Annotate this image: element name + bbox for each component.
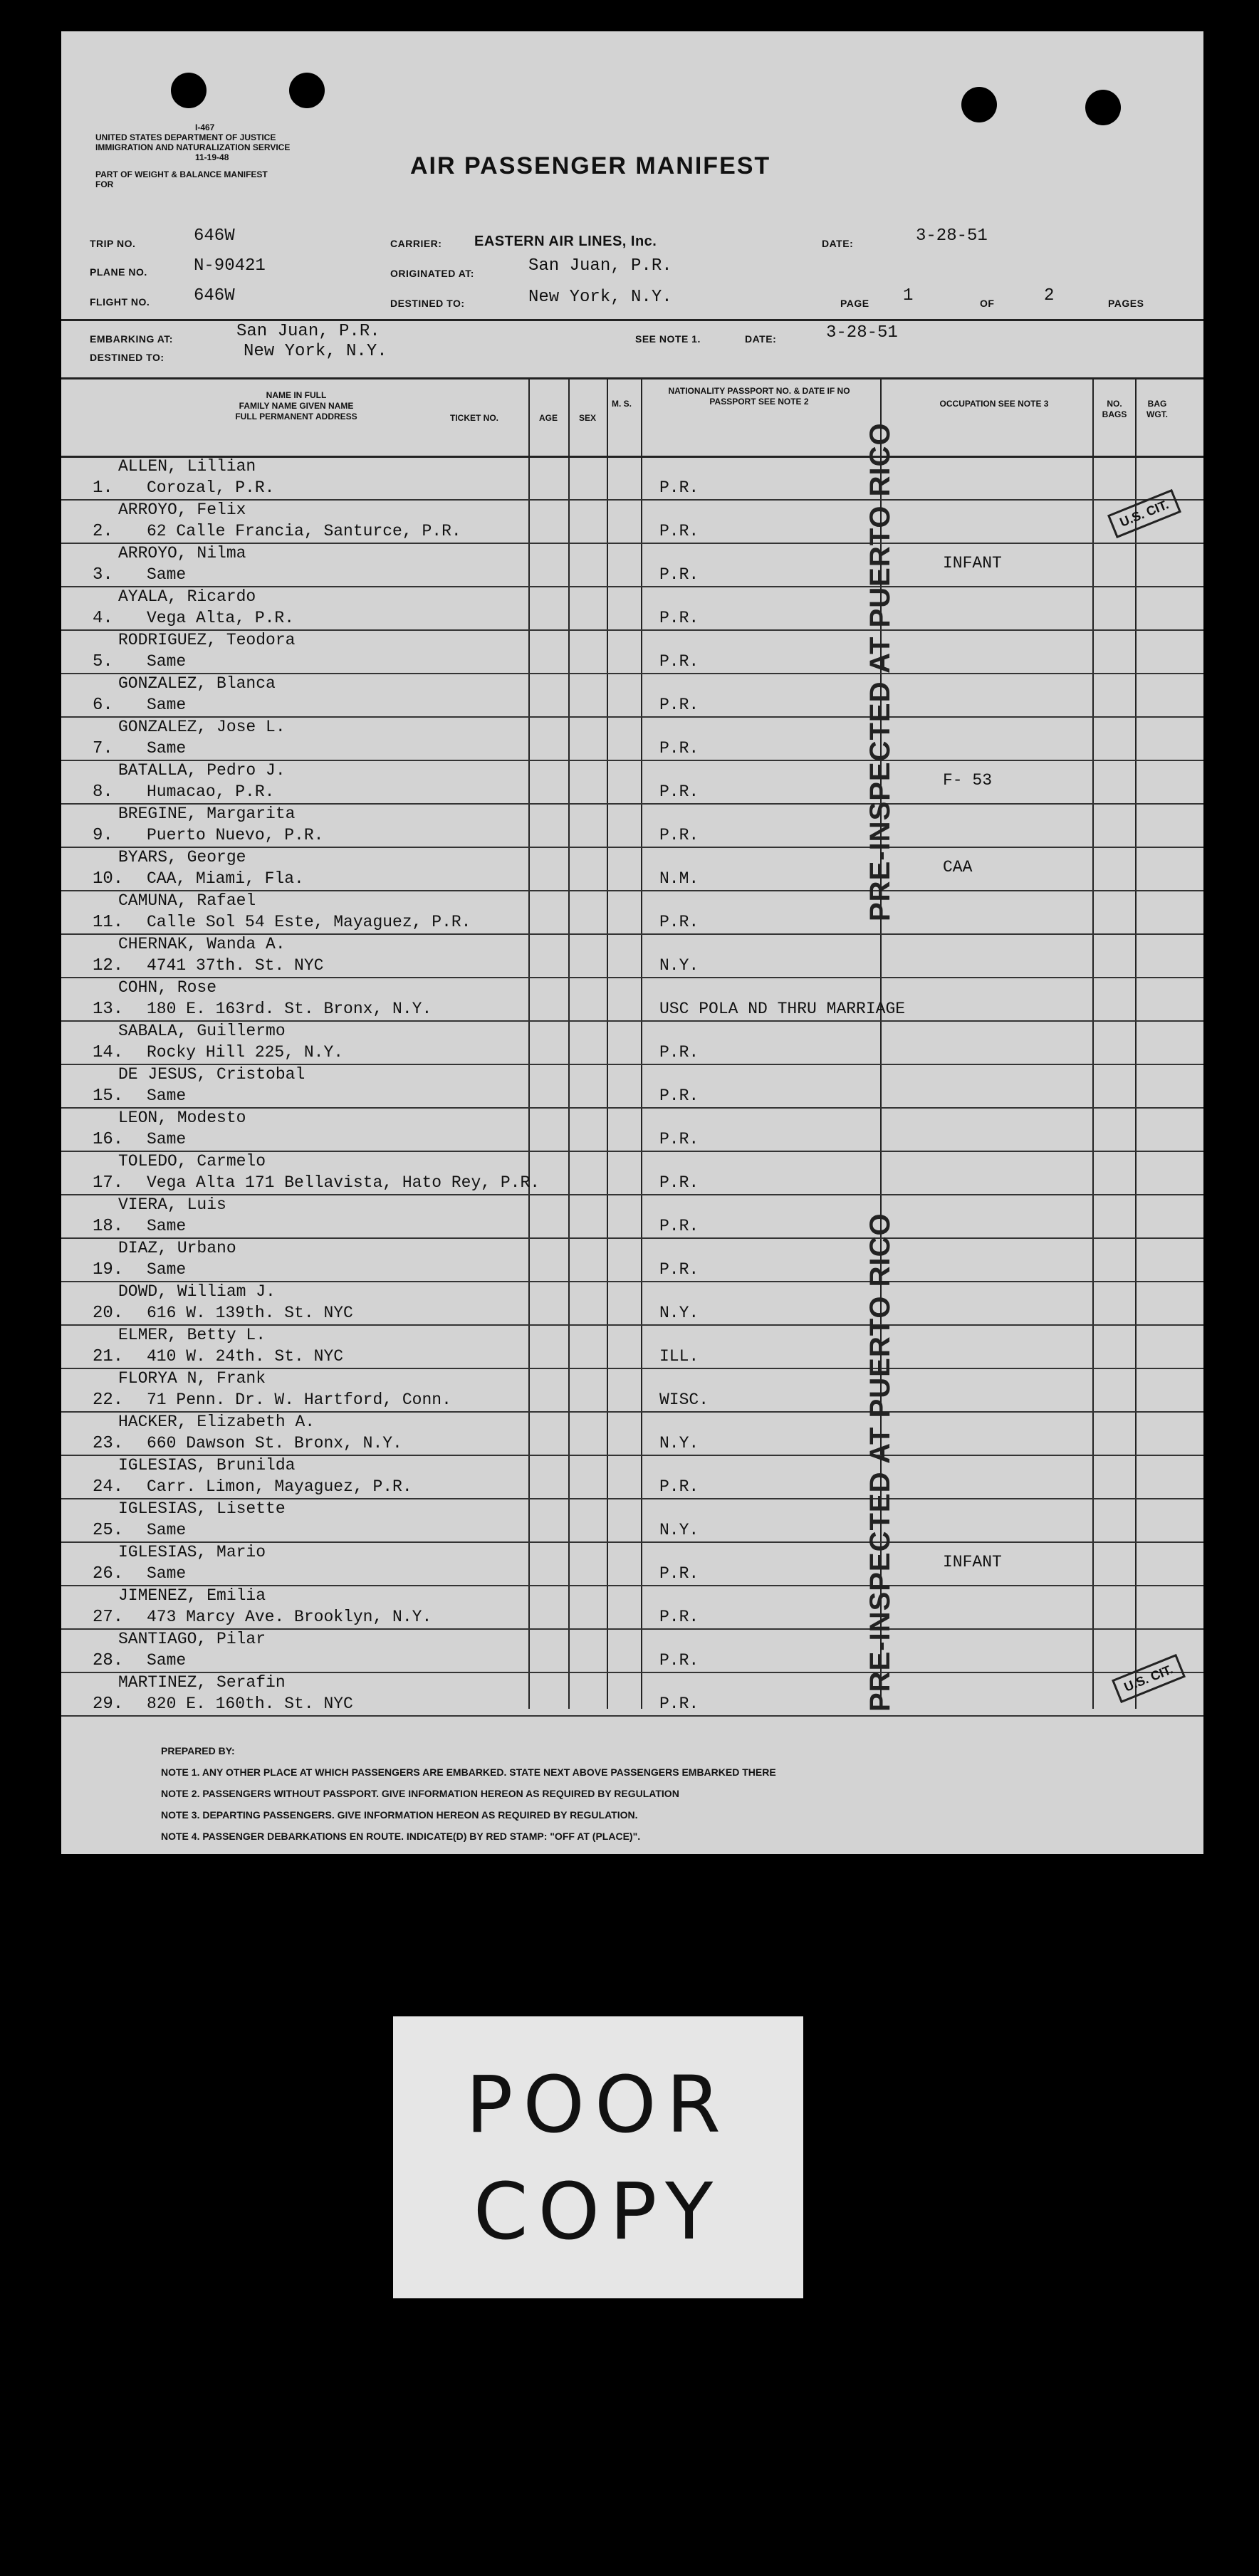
passenger-name: ARROYO, Felix — [118, 501, 246, 519]
table-row — [61, 1152, 1203, 1195]
passenger-name: ARROYO, Nilma — [118, 544, 246, 562]
passenger-name: IGLESIAS, Lisette — [118, 1499, 286, 1518]
passenger-name: GONZALEZ, Blanca — [118, 674, 276, 693]
originated-label: ORIGINATED AT: — [390, 268, 474, 279]
passenger-number: 24. — [93, 1477, 124, 1497]
service: IMMIGRATION AND NATURALIZATION SERVICE — [95, 142, 291, 152]
passenger-number: 13. — [93, 1000, 124, 1019]
passenger-name: MARTINEZ, Serafin — [118, 1673, 286, 1692]
passenger-number: 7. — [93, 739, 113, 758]
passenger-number: 1. — [93, 478, 113, 498]
punch-hole — [171, 73, 207, 108]
passenger-nationality: P.R. — [659, 565, 699, 584]
table-row — [61, 978, 1203, 1022]
table-row — [61, 1022, 1203, 1065]
passenger-number: 27. — [93, 1608, 124, 1627]
table-row — [61, 587, 1203, 631]
col-name: NAME IN FULL — [266, 390, 327, 400]
passenger-occupation: CAA — [943, 858, 973, 876]
table-row — [61, 1195, 1203, 1239]
footer-notes — [161, 1740, 776, 1847]
passenger-occupation: INFANT — [943, 1553, 1002, 1571]
passenger-address: Same — [147, 696, 187, 714]
passenger-number: 17. — [93, 1173, 124, 1193]
part-of-manifest: PART OF WEIGHT & BALANCE MANIFEST FOR — [95, 169, 268, 189]
passenger-number: 23. — [93, 1434, 124, 1453]
passenger-address: Same — [147, 1260, 187, 1279]
col-occupation: OCCUPATION SEE NOTE 3 — [939, 399, 1049, 409]
passenger-address: Same — [147, 652, 187, 671]
preinspected-stamp: PRE-INSPECTED AT PUERTO RICO — [864, 422, 896, 921]
col-address: FULL PERMANENT ADDRESS — [235, 412, 357, 422]
table-row — [61, 674, 1203, 718]
carrier: EASTERN AIR LINES, Inc. — [474, 234, 657, 249]
passenger-number: 20. — [93, 1304, 124, 1323]
passenger-nationality: P.R. — [659, 1043, 699, 1062]
passenger-nationality: N.Y. — [659, 1304, 699, 1322]
passenger-address: Puerto Nuevo, P.R. — [147, 826, 324, 844]
passenger-address: Vega Alta, P.R. — [147, 609, 295, 627]
passenger-number: 29. — [93, 1695, 124, 1714]
passenger-number: 2. — [93, 522, 113, 541]
divider — [61, 319, 1203, 321]
page-label: PAGE — [840, 298, 869, 309]
passenger-nationality: P.R. — [659, 522, 699, 540]
passenger-number: 10. — [93, 869, 124, 889]
passenger-nationality: USC POLA ND THRU MARRIAGE — [659, 1000, 906, 1018]
passenger-name: SABALA, Guillermo — [118, 1022, 286, 1040]
passenger-address: 62 Calle Francia, Santurce, P.R. — [147, 522, 461, 540]
note-3: NOTE 3. DEPARTING PASSENGERS. GIVE INFORMATION HEREON AS REQUIRED BY REGULATION. — [161, 1809, 638, 1821]
passenger-name: TOLEDO, Carmelo — [118, 1152, 266, 1171]
passenger-number: 22. — [93, 1391, 124, 1410]
passenger-name: ELMER, Betty L. — [118, 1326, 266, 1344]
page-number: 1 — [903, 286, 914, 305]
passenger-number: 5. — [93, 652, 113, 671]
passenger-nationality: P.R. — [659, 826, 699, 844]
passenger-address: Humacao, P.R. — [147, 782, 275, 801]
embark-destined: New York, N.Y. — [244, 342, 387, 361]
form-identification — [95, 122, 395, 189]
passenger-table — [61, 377, 1203, 1714]
destined-label: DESTINED TO: — [390, 298, 465, 309]
table-row — [61, 935, 1203, 978]
form-date: 11-19-48 — [195, 152, 229, 162]
table-row — [61, 1065, 1203, 1109]
table-row — [61, 805, 1203, 848]
passenger-name: AYALA, Ricardo — [118, 587, 256, 606]
passenger-nationality: P.R. — [659, 1260, 699, 1279]
embark-date-label: DATE: — [745, 333, 777, 345]
passenger-nationality: N.Y. — [659, 1434, 699, 1452]
passenger-name: BREGINE, Margarita — [118, 805, 296, 823]
passenger-address: 180 E. 163rd. St. Bronx, N.Y. — [147, 1000, 432, 1018]
table-row — [61, 501, 1203, 544]
passenger-number: 26. — [93, 1564, 124, 1583]
passenger-address: Rocky Hill 225, N.Y. — [147, 1043, 344, 1062]
col-bag-weight: BAG WGT. — [1146, 399, 1168, 419]
passenger-nationality: WISC. — [659, 1391, 709, 1409]
table-row — [61, 1630, 1203, 1673]
passenger-name: COHN, Rose — [118, 978, 217, 997]
passenger-number: 14. — [93, 1043, 124, 1062]
see-note-1: SEE NOTE 1. — [635, 333, 701, 345]
table-row — [61, 544, 1203, 587]
table-row — [61, 631, 1203, 674]
table-row — [61, 1282, 1203, 1326]
passenger-address: 4741 37th. St. NYC — [147, 956, 324, 975]
passenger-nationality: P.R. — [659, 652, 699, 671]
destined: New York, N.Y. — [528, 288, 672, 307]
passenger-number: 28. — [93, 1651, 124, 1670]
passenger-nationality: P.R. — [659, 1564, 699, 1583]
passenger-name: SANTIAGO, Pilar — [118, 1630, 266, 1648]
passenger-nationality: N.M. — [659, 869, 699, 888]
passenger-name: CAMUNA, Rafael — [118, 891, 256, 910]
passenger-name: HACKER, Elizabeth A. — [118, 1413, 315, 1431]
table-row — [61, 891, 1203, 935]
prepared-by: PREPARED BY: — [161, 1745, 235, 1756]
plane-no-label: PLANE NO. — [90, 266, 147, 278]
passenger-address: Same — [147, 1217, 187, 1235]
table-row — [61, 1413, 1203, 1456]
passenger-nationality: N.Y. — [659, 1521, 699, 1539]
passenger-number: 3. — [93, 565, 113, 585]
passenger-number: 18. — [93, 1217, 124, 1236]
passenger-address: 660 Dawson St. Bronx, N.Y. — [147, 1434, 402, 1452]
passenger-nationality: P.R. — [659, 782, 699, 801]
table-row — [61, 1109, 1203, 1152]
table-row — [61, 1326, 1203, 1369]
passenger-nationality: P.R. — [659, 1087, 699, 1105]
passenger-nationality: P.R. — [659, 1130, 699, 1148]
passenger-name: GONZALEZ, Jose L. — [118, 718, 286, 736]
passenger-name: DIAZ, Urbano — [118, 1239, 236, 1257]
passenger-number: 19. — [93, 1260, 124, 1279]
passenger-address: Same — [147, 565, 187, 584]
passenger-name: IGLESIAS, Mario — [118, 1543, 266, 1561]
table-row — [61, 848, 1203, 891]
col-ms: M. S. — [611, 399, 632, 409]
flight-no: 646W — [194, 286, 235, 305]
table-row — [61, 1239, 1203, 1282]
passenger-number: 4. — [93, 609, 113, 628]
us-citizen-stamp: U.S. CIT. — [1107, 489, 1181, 538]
table-row — [61, 761, 1203, 805]
passenger-address: Same — [147, 739, 187, 758]
passenger-occupation: F- 53 — [943, 771, 993, 790]
col-family: FAMILY NAME GIVEN NAME — [239, 401, 354, 411]
trip-no: 646W — [194, 226, 235, 246]
table-row — [61, 1456, 1203, 1499]
plane-no: N-90421 — [194, 256, 266, 276]
passenger-nationality: P.R. — [659, 1695, 699, 1713]
note-1: NOTE 1. ANY OTHER PLACE AT WHICH PASSENGERS ARE EMBARKED. STATE NEXT ABOVE PASSENGERS EMBARKED THERE — [161, 1766, 776, 1778]
flight-no-label: FLIGHT NO. — [90, 296, 150, 308]
date: 3-28-51 — [916, 226, 988, 246]
passenger-address: CAA, Miami, Fla. — [147, 869, 304, 888]
date-label: DATE: — [822, 238, 854, 249]
poor-copy-line-1: POOR — [466, 2059, 731, 2150]
passenger-number: 9. — [93, 826, 113, 845]
passenger-address: 616 W. 139th. St. NYC — [147, 1304, 353, 1322]
passenger-address: Corozal, P.R. — [147, 478, 275, 497]
passenger-nationality: P.R. — [659, 739, 699, 758]
punch-hole — [289, 73, 325, 108]
passenger-address: 820 E. 160th. St. NYC — [147, 1695, 353, 1713]
passenger-name: DE JESUS, Cristobal — [118, 1065, 305, 1084]
passenger-nationality: N.Y. — [659, 956, 699, 975]
passenger-address: Calle Sol 54 Este, Mayaguez, P.R. — [147, 913, 471, 931]
trip-no-label: TRIP NO. — [90, 238, 136, 249]
passenger-address: Vega Alta 171 Bellavista, Hato Rey, P.R. — [147, 1173, 540, 1192]
table-row — [61, 1499, 1203, 1543]
punch-hole — [961, 87, 997, 122]
passenger-name: ALLEN, Lillian — [118, 457, 256, 476]
passenger-nationality: P.R. — [659, 1477, 699, 1496]
passenger-name: BYARS, George — [118, 848, 246, 866]
page-title: AIR PASSENGER MANIFEST — [410, 152, 771, 179]
passenger-number: 6. — [93, 696, 113, 715]
department: UNITED STATES DEPARTMENT OF JUSTICE — [95, 132, 276, 142]
passenger-address: 473 Marcy Ave. Brooklyn, N.Y. — [147, 1608, 432, 1626]
passenger-number: 25. — [93, 1521, 124, 1540]
preinspected-stamp: PRE-INSPECTED AT PUERTO RICO — [864, 1213, 896, 1712]
passenger-number: 15. — [93, 1087, 124, 1106]
passenger-address: Same — [147, 1130, 187, 1148]
passenger-number: 8. — [93, 782, 113, 802]
passenger-name: BATALLA, Pedro J. — [118, 761, 286, 780]
passenger-name: RODRIGUEZ, Teodora — [118, 631, 296, 649]
punch-hole — [1085, 90, 1121, 125]
passenger-address: 71 Penn. Dr. W. Hartford, Conn. — [147, 1391, 451, 1409]
table-row — [61, 718, 1203, 761]
passenger-nationality: P.R. — [659, 1217, 699, 1235]
col-bags: NO. BAGS — [1102, 399, 1127, 419]
passenger-nationality: P.R. — [659, 1608, 699, 1626]
passenger-address: Same — [147, 1651, 187, 1670]
passenger-occupation: INFANT — [943, 554, 1002, 572]
passenger-address: Carr. Limon, Mayaguez, P.R. — [147, 1477, 412, 1496]
passenger-nationality: P.R. — [659, 478, 699, 497]
passenger-name: FLORYA N, Frank — [118, 1369, 266, 1388]
page-total: 2 — [1044, 286, 1055, 305]
embark-destined-label: DESTINED TO: — [90, 352, 164, 363]
table-row — [61, 1673, 1203, 1717]
of-label: OF — [980, 298, 995, 309]
form-number: I-467 — [195, 122, 215, 132]
table-top-rule — [61, 377, 1203, 379]
passenger-number: 21. — [93, 1347, 124, 1366]
passenger-address: Same — [147, 1564, 187, 1583]
row-divider — [61, 1715, 1203, 1717]
table-row — [61, 1543, 1203, 1586]
passenger-address: Same — [147, 1521, 187, 1539]
us-citizen-stamp: U.S. CIT. — [1112, 1654, 1186, 1703]
passenger-nationality: ILL. — [659, 1347, 699, 1366]
passenger-address: Same — [147, 1087, 187, 1105]
table-row — [61, 1586, 1203, 1630]
passenger-nationality: P.R. — [659, 1173, 699, 1192]
passenger-nationality: P.R. — [659, 913, 699, 931]
passenger-nationality: P.R. — [659, 1651, 699, 1670]
poor-copy-card — [393, 2016, 803, 2298]
passenger-name: VIERA, Luis — [118, 1195, 226, 1214]
note-4: NOTE 4. PASSENGER DEBARKATIONS EN ROUTE. INDICATE(D) BY RED STAMP: "OFF AT (PLACE)". — [161, 1831, 641, 1842]
pages-label: PAGES — [1108, 298, 1144, 309]
passenger-address: 410 W. 24th. St. NYC — [147, 1347, 344, 1366]
passenger-number: 16. — [93, 1130, 124, 1149]
passenger-name: LEON, Modesto — [118, 1109, 246, 1127]
col-nationality: NATIONALITY PASSPORT NO. & DATE IF NO PASSPORT SEE NOTE 2 — [668, 386, 850, 407]
col-name-header — [147, 390, 446, 422]
col-sex: SEX — [578, 413, 596, 423]
manifest-sheet — [61, 31, 1203, 1854]
passenger-name: DOWD, William J. — [118, 1282, 276, 1301]
passenger-nationality: P.R. — [659, 609, 699, 627]
col-ticket: TICKET NO. — [450, 413, 498, 423]
table-row — [61, 1369, 1203, 1413]
passenger-name: JIMENEZ, Emilia — [118, 1586, 266, 1605]
originated: San Juan, P.R. — [528, 256, 672, 276]
passenger-name: IGLESIAS, Brunilda — [118, 1456, 296, 1475]
col-age: AGE — [538, 413, 558, 423]
poor-copy-line-2: COPY — [473, 2166, 723, 2257]
embark-date: 3-28-51 — [826, 323, 898, 342]
passenger-nationality: P.R. — [659, 696, 699, 714]
note-2: NOTE 2. PASSENGERS WITHOUT PASSPORT. GIVE INFORMATION HEREON AS REQUIRED BY REGULATION — [161, 1788, 679, 1799]
table-row — [61, 457, 1203, 501]
passenger-number: 12. — [93, 956, 124, 975]
embarking: San Juan, P.R. — [236, 322, 380, 341]
carrier-label: CARRIER: — [390, 238, 442, 249]
embarking-label: EMBARKING AT: — [90, 333, 173, 345]
passenger-number: 11. — [93, 913, 124, 932]
passenger-name: CHERNAK, Wanda A. — [118, 935, 286, 953]
